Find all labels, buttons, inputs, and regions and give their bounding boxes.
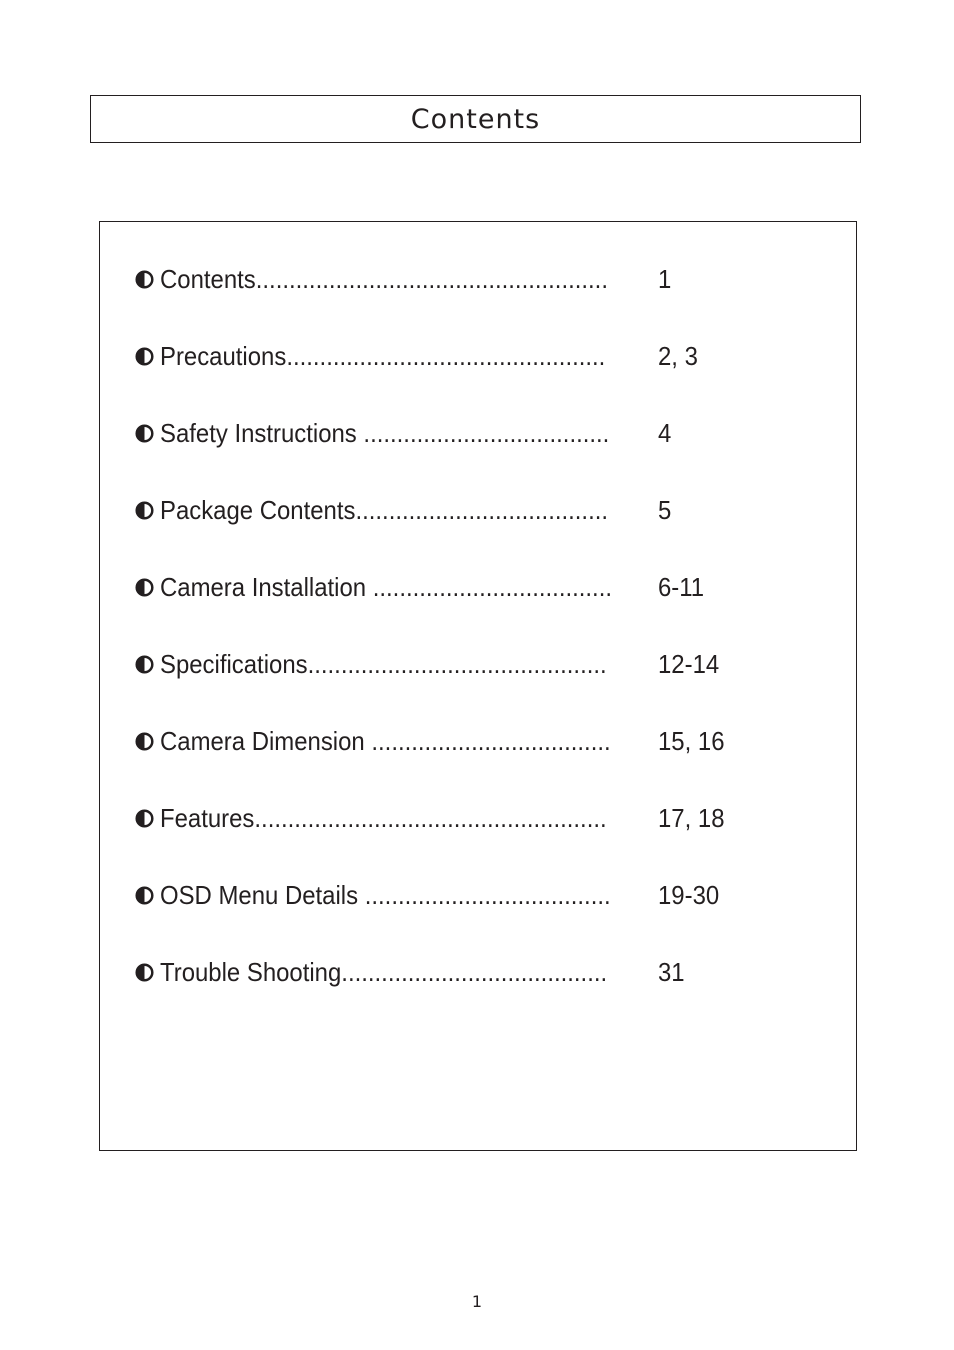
toc-leader-dots: ............................................. [307,648,607,679]
half-circle-bullet-icon [135,270,154,289]
title-box [90,95,861,143]
toc-leader-dots: ..................................... [363,417,610,448]
toc-leader-dots: ........................................ [341,956,608,987]
half-circle-bullet-icon [135,501,154,520]
toc-page-ref: 31 [658,957,685,987]
toc-leader-dots: ...................................... [355,494,609,525]
toc-page-ref: 5 [658,495,672,525]
half-circle-bullet-icon [135,809,154,828]
toc-page-ref: 17, 18 [658,803,725,833]
toc-entry-title: Safety Instructions [160,417,357,448]
toc-leader-dots: .................................... [372,571,612,602]
toc-entry-features[interactable] [135,801,725,835]
toc-entry-precautions[interactable] [135,339,698,373]
toc-leader-dots: ..................................... [364,879,611,910]
half-circle-bullet-icon [135,963,154,982]
toc-page-ref: 15, 16 [658,726,725,756]
toc-page-ref: 4 [658,418,672,448]
toc-leader-dots: ..................................................... [254,802,607,833]
half-circle-bullet-icon [135,424,154,443]
page-number: 1 [471,1292,483,1311]
toc-entry-title: Package Contents [160,494,356,525]
toc-entry-title: Contents [160,263,256,294]
half-circle-bullet-icon [135,732,154,751]
toc-entry-contents[interactable] [135,262,672,296]
toc-page-ref: 12-14 [658,649,720,679]
toc-entry-title: Camera Installation [160,571,367,602]
half-circle-bullet-icon [135,347,154,366]
half-circle-bullet-icon [135,886,154,905]
toc-entry-title: Precautions [160,340,287,371]
toc-entry-title: Camera Dimension [160,725,365,756]
toc-entry-camera-dimension[interactable] [135,724,725,758]
toc-page-ref: 1 [658,264,672,294]
half-circle-bullet-icon [135,578,154,597]
toc-page-ref: 19-30 [658,880,720,910]
page-title: Contents [410,103,541,135]
toc-page-ref: 6-11 [658,572,705,602]
toc-entry-safety-instructions[interactable] [135,416,672,450]
toc-entry-package-contents[interactable] [135,493,672,527]
toc-leader-dots: ................................................ [286,340,606,371]
toc-leader-dots: ..................................................... [255,263,608,294]
half-circle-bullet-icon [135,655,154,674]
table-of-contents [99,221,857,1151]
toc-entry-trouble-shooting[interactable] [135,955,685,989]
toc-entry-camera-installation[interactable] [135,570,705,604]
toc-entry-title: Trouble Shooting [160,956,342,987]
toc-page-ref: 2, 3 [658,341,698,371]
toc-entry-title: OSD Menu Details [160,879,359,910]
toc-entry-specifications[interactable] [135,647,720,681]
toc-entry-osd-menu-details[interactable] [135,878,720,912]
toc-entry-title: Specifications [160,648,308,679]
toc-leader-dots: .................................... [371,725,611,756]
toc-entry-title: Features [160,802,255,833]
